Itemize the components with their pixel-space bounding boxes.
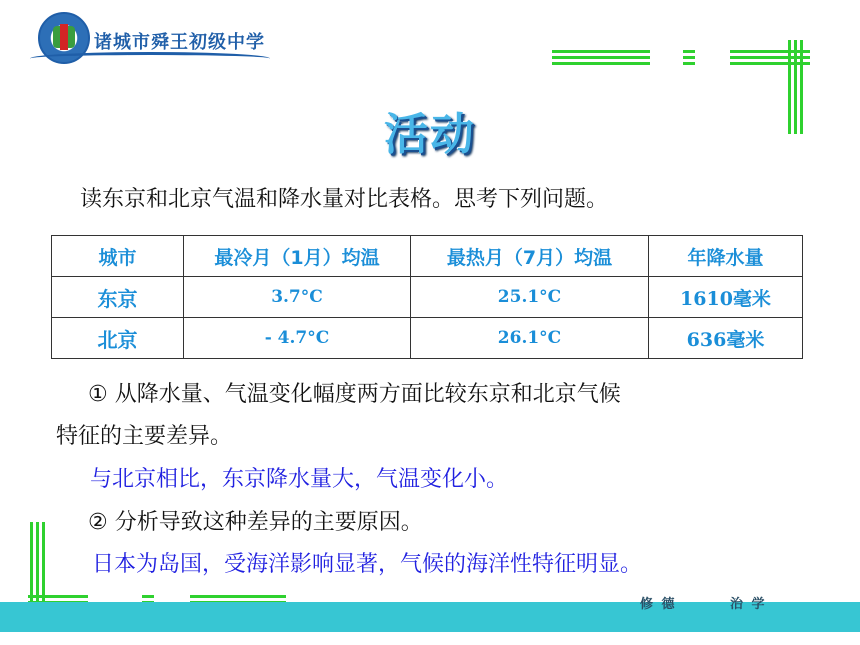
table-row [52, 277, 803, 318]
table-header-cell: 最热月（7月）均温 [411, 236, 649, 277]
school-name: 诸城市舜王初级中学 [94, 32, 265, 53]
table-cell-city: 东京 [52, 277, 184, 318]
school-logo [30, 10, 290, 66]
table-header-cell: 年降水量 [649, 236, 803, 277]
table-cell: 26.1°C [411, 318, 649, 359]
footer-motto-right: 治 学 [730, 597, 767, 612]
table-header-row [52, 236, 803, 277]
table-cell: 3.7°C [184, 277, 411, 318]
table-cell: 1610毫米 [649, 277, 803, 318]
intro-text: 读东京和北京气温和降水量对比表格。思考下列问题。 [80, 187, 609, 212]
question-1-line-1: ① 从降水量、气温变化幅度两方面比较东京和北京气候 [88, 382, 621, 407]
table-row [52, 318, 803, 359]
table-cell: 25.1°C [411, 277, 649, 318]
climate-comparison-table [51, 235, 803, 359]
slide-title: 活动 [384, 109, 476, 160]
table-cell: 636毫米 [649, 318, 803, 359]
table-header-cell: 最冷月（1月）均温 [184, 236, 411, 277]
answer-2: 日本为岛国，受海洋影响显著，气候的海洋性特征明显。 [92, 552, 643, 577]
question-1 [56, 374, 816, 458]
question-2: ② 分析导致这种差异的主要原因。 [88, 510, 423, 535]
answer-1: 与北京相比，东京降水量大，气温变化小。 [90, 467, 509, 492]
table-header-cell: 城市 [52, 236, 184, 277]
footer-motto-left: 修 德 [640, 597, 677, 612]
question-1-line-2: 特征的主要差异。 [56, 424, 233, 449]
table-cell: - 4.7°C [184, 318, 411, 359]
table-cell-city: 北京 [52, 318, 184, 359]
